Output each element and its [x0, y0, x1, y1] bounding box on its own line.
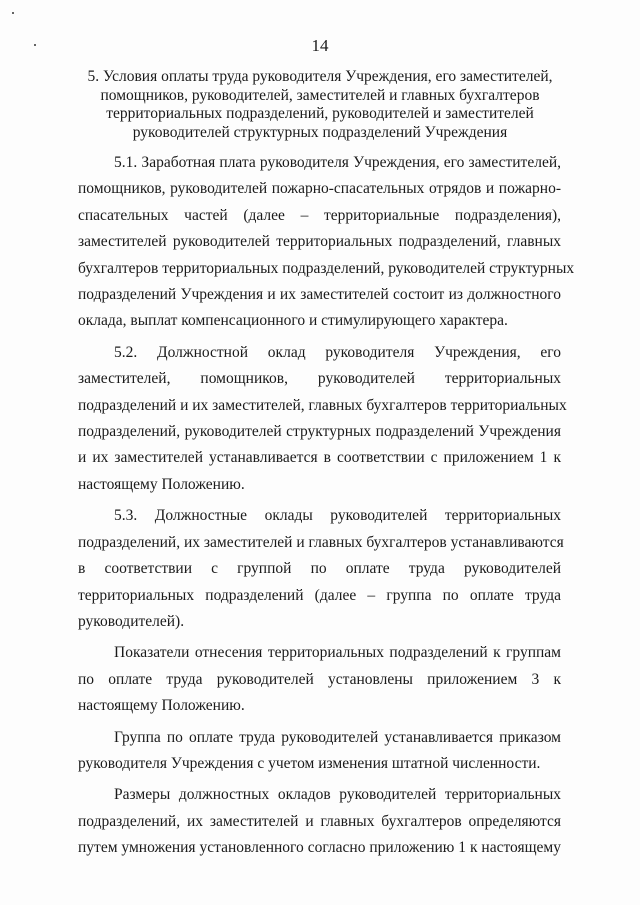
text-line: настоящему Положению. — [78, 697, 245, 715]
section-title-line: помощников, руководителей, заместителей и главных бухгалтеров — [100, 86, 540, 104]
text-line: помощников, руководителей пожарно-спасательных отрядов и пожарно- — [78, 180, 561, 198]
text-line: руководителя Учреждения с учетом изменения штатной численности. — [78, 754, 541, 772]
paragraph-5-3 — [78, 503, 564, 635]
document-body — [78, 150, 575, 862]
text-line: руководителей). — [78, 612, 185, 630]
text-line: и их заместителей устанавливается в соответствии с приложением 1 к — [78, 449, 561, 467]
section-title — [80, 68, 560, 142]
paragraph-indicators — [78, 640, 561, 719]
text-line: 5.3. Должностные оклады руководителей территориальных — [114, 507, 561, 525]
text-line: путем умножения установленного согласно приложению 1 к настоящему — [78, 839, 561, 857]
text-line: по оплате труда руководителей установлены приложением 3 к — [78, 670, 561, 688]
text-line: оклада, выплат компенсационного и стимулирующего характера. — [78, 312, 508, 330]
text-line: территориальных подразделений (далее – группа по оплате труда — [78, 586, 561, 604]
text-line: в соответствии с группой по оплате труда руководителей — [78, 560, 561, 578]
paragraph-5-2 — [78, 340, 567, 498]
scan-speck — [12, 12, 14, 14]
text-line: подразделений Учреждения и их заместителей состоит из должностного — [78, 286, 561, 304]
text-line: подразделений и их заместителей, главных бухгалтеров территориальных — [78, 396, 567, 414]
text-line: бухгалтеров территориальных подразделений, руководителей структурных — [78, 259, 575, 277]
paragraph-group — [78, 725, 561, 778]
text-line: заместителей руководителей территориальных подразделений, главных — [78, 233, 561, 251]
page-number: 14 — [311, 36, 329, 55]
section-title-line: 5. Условия оплаты труда руководителя Учреждения, его заместителей, — [87, 68, 553, 85]
text-line: 5.1. Заработная плата руководителя Учреждения, его заместителей, — [114, 154, 561, 171]
text-line: Показатели отнесения территориальных подразделений к группам — [114, 644, 561, 662]
text-line: 5.2. Должностной оклад руководителя Учреждения, его — [114, 343, 561, 361]
text-line: подразделений, руководителей структурных подразделений Учреждения — [78, 423, 561, 441]
section-title-line: руководителей структурных подразделений Учреждения — [132, 123, 508, 141]
text-line: настоящему Положению. — [78, 475, 245, 493]
text-line: Группа по оплате труда руководителей устанавливается приказом — [114, 728, 561, 746]
text-line: спасательных частей (далее – территориальные подразделения), — [78, 206, 561, 224]
section-title-line: территориальных подразделений, руководителей и заместителей — [106, 105, 534, 123]
text-line: Размеры должностных окладов руководителей территориальных — [114, 786, 561, 804]
text-line: заместителей, помощников, руководителей территориальных — [78, 370, 561, 388]
paragraph-salary-sizes — [78, 782, 561, 861]
text-line: подразделений, их заместителей и главных бухгалтеров устанавливаются — [78, 533, 564, 551]
text-line: подразделений, их заместителей и главных бухгалтеров определяются — [78, 812, 561, 830]
paragraph-5-1 — [78, 150, 575, 335]
